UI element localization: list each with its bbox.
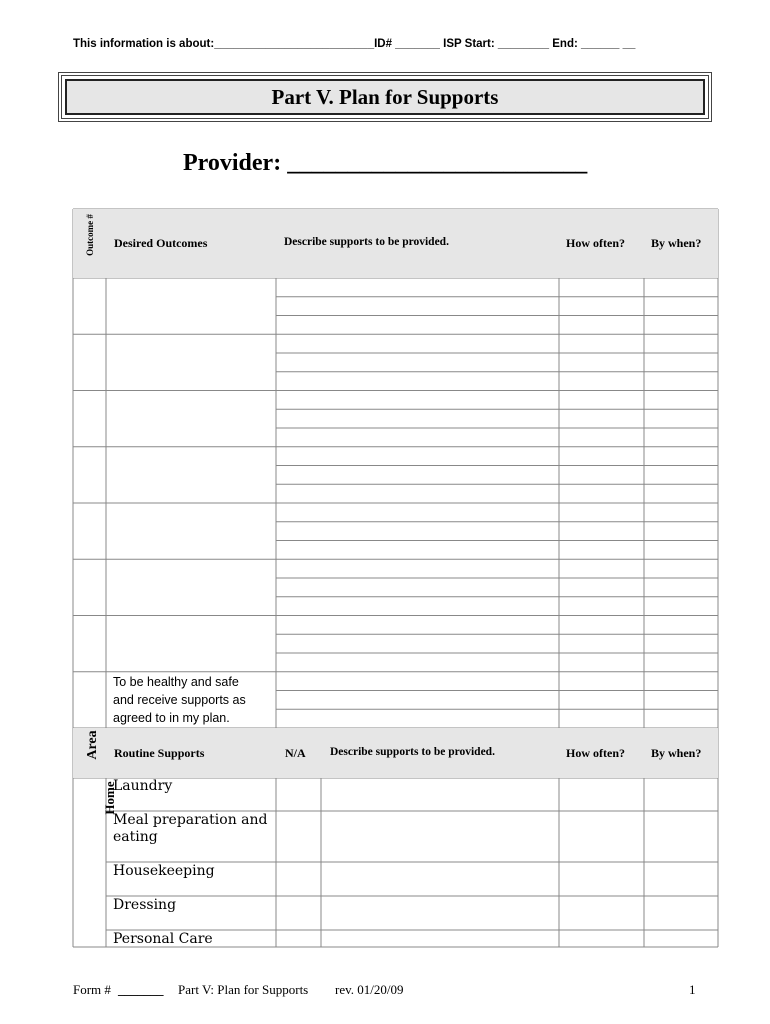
routine-describe-header: Describe supports to be provided. bbox=[330, 746, 495, 758]
na-header: N/A bbox=[285, 746, 306, 760]
routine-row-meal-line-1: Meal preparation and bbox=[113, 812, 268, 828]
header-info-line: This information is about:_________________________ID# _______ ISP Start: ________ End: ______ __ bbox=[73, 38, 636, 50]
area-header: Area bbox=[85, 730, 100, 760]
safety-outcome-line-1: To be healthy and safe bbox=[113, 675, 239, 689]
routine-row-personal-care: Personal Care bbox=[113, 931, 213, 947]
desired-outcomes-header: Desired Outcomes bbox=[114, 236, 208, 250]
routine-how-often-header: How often? bbox=[566, 746, 625, 760]
footer-revision: rev. 01/20/09 bbox=[335, 982, 404, 997]
outcome-number-header: Outcome # bbox=[85, 214, 95, 256]
footer-doc-title: Part V: Plan for Supports bbox=[178, 982, 309, 997]
footer-page-number: 1 bbox=[689, 982, 696, 997]
home-group-label: Home bbox=[102, 781, 117, 815]
safety-outcome-line-2: and receive supports as bbox=[113, 693, 246, 707]
provider-line: Provider: _________________________ bbox=[183, 150, 588, 176]
by-when-header: By when? bbox=[651, 236, 702, 250]
routine-row-dressing: Dressing bbox=[113, 897, 177, 913]
routine-by-when-header: By when? bbox=[651, 746, 702, 760]
safety-outcome-line-3: agreed to in my plan. bbox=[113, 711, 230, 725]
routine-row-laundry: Laundry bbox=[113, 778, 173, 794]
routine-row-meal-line-2: eating bbox=[113, 829, 158, 845]
routine-supports-header: Routine Supports bbox=[114, 746, 205, 760]
page-title: Part V. Plan for Supports bbox=[65, 79, 705, 115]
how-often-header: How often? bbox=[566, 236, 625, 250]
footer-form-blank: _______ bbox=[118, 982, 164, 997]
footer-form-label: Form # bbox=[73, 982, 111, 997]
describe-supports-header: Describe supports to be provided. bbox=[284, 236, 449, 248]
routine-row-housekeeping: Housekeeping bbox=[113, 863, 215, 879]
